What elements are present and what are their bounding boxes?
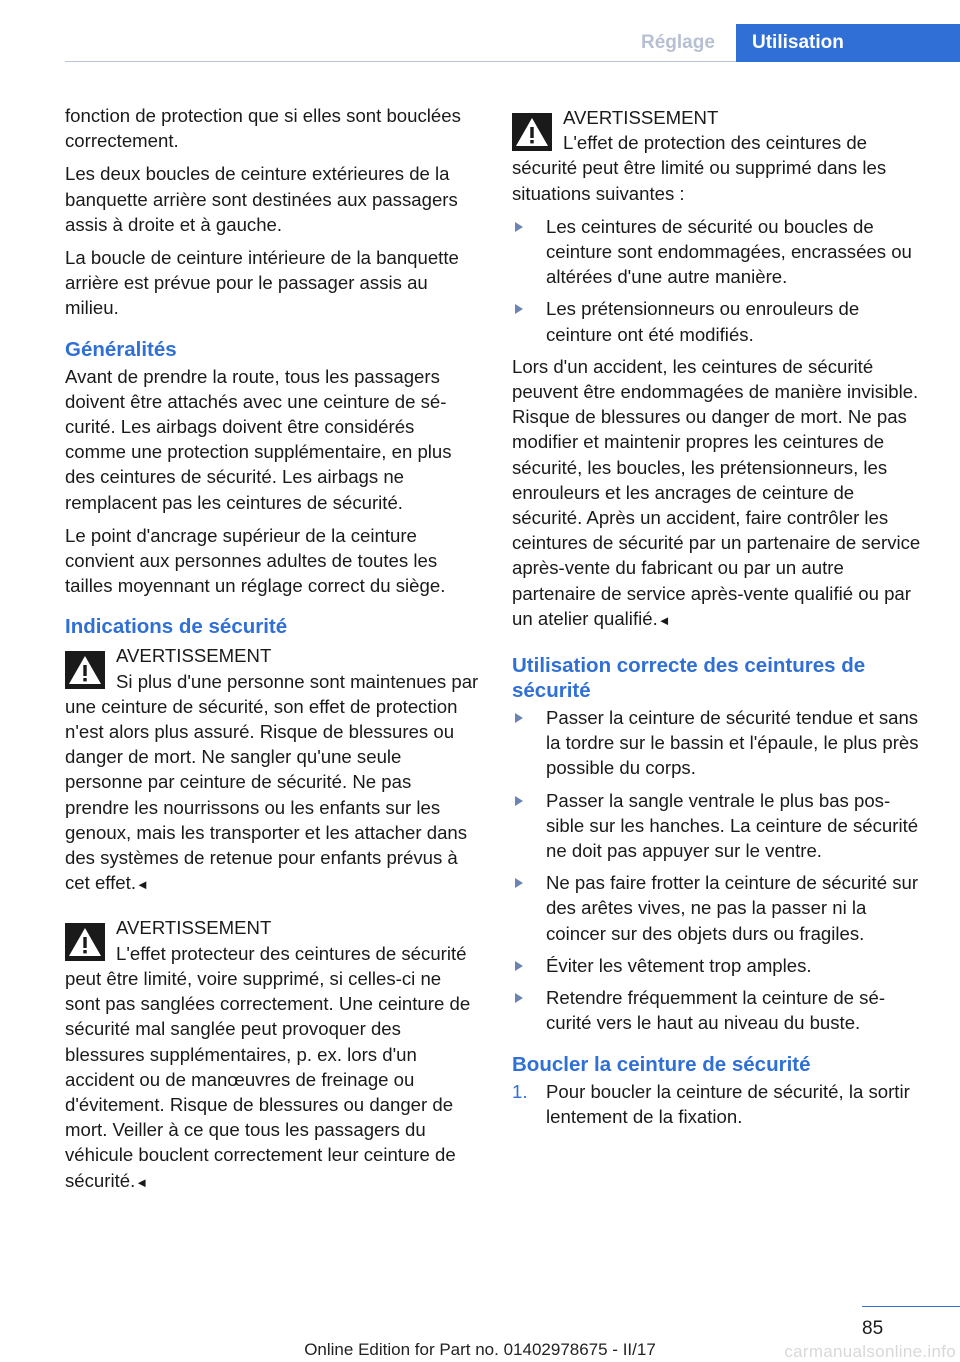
warning-block <box>512 103 922 206</box>
list-item: Retendre fréquemment la ceinture de sécurité vers le haut au niveau du buste. <box>512 985 922 1035</box>
list-item: Passer la ceinture de sécurité tendue et sans la tordre sur le bassin et l'épaule, le plus près possible du corps. <box>512 705 922 781</box>
paragraph: Avant de prendre la route, tous les passagers doivent être attachés avec une ceinture de sécurité. Les airbags doivent être considérés comme une protection supplémentaire, en plus des ceintures de sécurité. Les airbags ne remplacent pas les ceintures de sécurité. <box>65 365 452 513</box>
warning-triangle-icon <box>65 923 105 961</box>
list-item: Les ceintures de sécurité ou boucles de ceinture sont endommagées, encrassées ou altérées d'une autre manière. <box>512 214 922 290</box>
footer-edition: Online Edition for Part no. 01402978675 - II/17 <box>304 1340 656 1359</box>
warning-text: Si plus d'une personne sont maintenues par une ceinture de sécurité, son effet de protection n'est alors plus assuré. Risque de blessures ou danger de mort. Ne sangler qu'une seule personne par ceinture de sécurité. Ne pas prendre les nourrissons ou les enfants sur les genoux, mais les transporter et les attacher dans des systèmes de retenue pour enfants prévus à cet effet. <box>65 670 479 894</box>
warning-triangle-icon <box>65 651 105 689</box>
paragraph: Les deux boucles de ceinture extérieures de la banquette arrière sont destinées aux passagers assis à droite et à gauche. <box>65 163 458 235</box>
section-heading-utilisation: Utilisation correcte des ceintures de sécurité <box>512 654 866 703</box>
tab-utilisation[interactable]: Utilisation <box>736 24 960 62</box>
end-mark: ◄ <box>657 612 671 628</box>
steps-list <box>512 1079 922 1129</box>
warning-triangle-icon <box>512 113 552 151</box>
warning-title: AVERTISSEMENT <box>116 645 272 667</box>
list-item: Les prétensionneurs ou enrouleurs de ceinture ont été modifiés. <box>512 296 922 346</box>
tab-reglage[interactable]: Réglage <box>641 32 715 53</box>
warning-title: AVERTISSEMENT <box>563 107 719 128</box>
section-heading-boucler: Boucler la ceinture de sécurité <box>512 1052 811 1076</box>
warning-text: Lors d'un accident, les ceintures de sécurité peuvent être endommagées de manière invisible. Risque de blessures ou danger de mort. Ne pas modifier et maintenir propres les ceintures de sécurité, les boucles, les prétensionneurs, les enrouleurs et les ancrages de ceinture de sécurité. Après un accident, faire contrôler les ceintures de sécurité par un partenaire de service après-vente du fabricant ou par un autre partenaire de service après-vente qualifié ou par un atelier qualifié. <box>512 355 921 629</box>
usage-list <box>512 705 922 1035</box>
list-item: Éviter les vêtement trop amples. <box>512 953 922 978</box>
step-text: Pour boucler la ceinture de sécurité, la sortir lentement de la fixation. <box>546 1080 910 1127</box>
watermark: carmanualsonline.info <box>784 1342 956 1361</box>
left-column <box>65 103 479 1205</box>
section-heading-generalites: Généralités <box>65 337 177 361</box>
warning-block <box>65 913 479 1194</box>
paragraph: Le point d'ancrage supérieur de la ceinture convient aux personnes adultes de toutes les tailles moyennant un réglage correct du siège. <box>65 524 446 597</box>
warning-title: AVERTISSEMENT <box>116 917 272 939</box>
warning-text: L'effet de protection des ceintures de sécurité peut être limité ou supprimé dans les situations suivantes : <box>512 132 887 204</box>
list-item: Passer la sangle ventrale le plus bas possible sur les hanches. La ceinture de sécurité ne doit pas appuyer sur le ventre. <box>512 788 922 864</box>
footer-rule <box>862 1306 960 1307</box>
right-column <box>512 103 922 1136</box>
end-mark: ◄ <box>135 1174 149 1190</box>
page-number: 85 <box>862 1318 884 1339</box>
section-heading-indications: Indications de sécurité <box>65 615 288 639</box>
warning-text: L'effet protecteur des ceintures de sécurité peut être limité, voire supprimé, si celles-ci ne sont pas sanglées correctement. Une ceinture de sécurité mal sanglée peut provoquer des blessures supplémentaires, p. ex. lors d'un accident ou de manœuvres de freinage ou d'évitement. Risque de blessures ou danger de mort. Veiller à ce que tous les passagers du véhicule bouclent correctement leur ceinture de sécurité. <box>65 942 471 1191</box>
step-item <box>512 1079 922 1129</box>
paragraph: fonction de protection que si elles sont bouclées correctement. <box>65 105 461 152</box>
warning-list <box>512 214 922 347</box>
end-mark: ◄ <box>135 877 149 893</box>
paragraph: La boucle de ceinture intérieure de la banquette arrière est prévue pour le passager assis au milieu. <box>65 247 459 319</box>
list-item: Ne pas faire frotter la ceinture de sécurité sur des arêtes vives, ne pas la passer ni la coincer sur des objets durs ou fragiles. <box>512 870 922 946</box>
paragraph <box>512 354 922 633</box>
warning-block <box>65 641 479 897</box>
step-number: 1. <box>512 1080 528 1102</box>
